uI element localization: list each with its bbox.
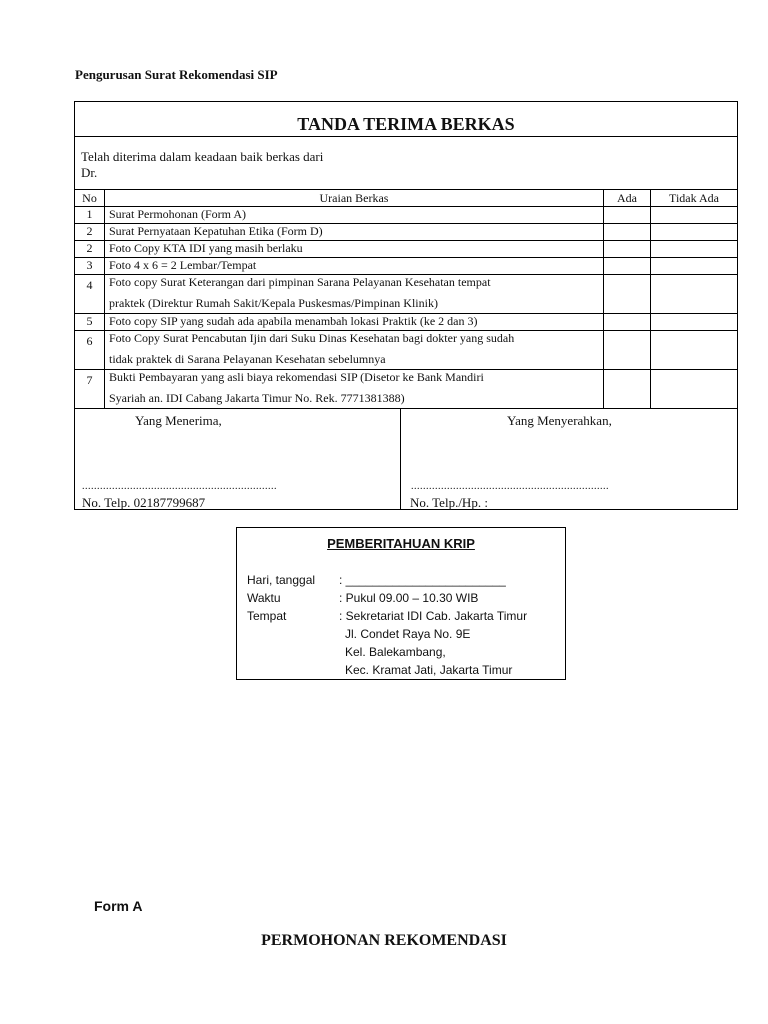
place-label: Tempat (247, 609, 287, 623)
col-description: Uraian Berkas (105, 190, 604, 207)
place-value: : Sekretariat IDI Cab. Jakarta Timur (339, 609, 528, 623)
row-text: Foto copy SIP yang sudah ada apabila menambah lokasi Praktik (ke 2 dan 3) (105, 314, 604, 331)
tidak-ada-cell[interactable] (651, 224, 738, 241)
tidak-ada-cell[interactable] (651, 370, 738, 409)
receipt-box (74, 101, 738, 510)
table-row (75, 275, 738, 314)
row-text: Foto Copy KTA IDI yang masih berlaku (105, 241, 604, 258)
row-text (105, 331, 604, 370)
table-row (75, 258, 738, 275)
row-text-line-1: Foto copy Surat Keterangan dari pimpinan Sarana Pelayanan Kesehatan tempat (109, 275, 491, 289)
row-text: Surat Permohonan (Form A) (105, 207, 604, 224)
row-number: 7 (75, 370, 105, 409)
col-no: No (75, 190, 105, 207)
sender-phone: No. Telp./Hp. : (410, 495, 488, 510)
address-kelurahan: Kel. Balekambang, (345, 645, 446, 659)
ada-cell[interactable] (604, 331, 651, 370)
ada-cell[interactable] (604, 224, 651, 241)
sender-label: Yang Menyerahkan, (507, 413, 612, 428)
row-text-line-1: Bukti Pembayaran yang asli biaya rekomendasi SIP (Disetor ke Bank Mandiri (109, 370, 484, 384)
sender-section (401, 409, 737, 510)
address-street: Jl. Condet Raya No. 9E (345, 627, 471, 641)
row-number: 6 (75, 331, 105, 370)
sender-signature-line: .................................................................. (411, 481, 609, 492)
document-table (74, 189, 738, 409)
receiver-label: Yang Menerima, (135, 413, 222, 428)
table-row (75, 224, 738, 241)
ada-cell[interactable] (604, 370, 651, 409)
table-row (75, 370, 738, 409)
table-header-row (75, 190, 738, 207)
row-text (105, 275, 604, 314)
table-row (75, 331, 738, 370)
ada-cell[interactable] (604, 258, 651, 275)
tidak-ada-cell[interactable] (651, 275, 738, 314)
ada-cell[interactable] (604, 241, 651, 258)
row-number: 5 (75, 314, 105, 331)
table-row (75, 314, 738, 331)
row-text-line-1: Foto Copy Surat Pencabutan Ijin dari Suku Dinas Kesehatan bagi dokter yang sudah (109, 331, 515, 345)
address-kecamatan: Kec. Kramat Jati, Jakarta Timur (345, 663, 513, 677)
intro-line-1: Telah diterima dalam keadaan baik berkas dari (81, 149, 324, 164)
row-number: 1 (75, 207, 105, 224)
row-text-line-2: tidak praktek di Sarana Pelayanan Kesehatan sebelumnya (109, 352, 386, 366)
time-label: Waktu (247, 591, 281, 605)
col-ada: Ada (604, 190, 651, 207)
form-a-label: Form A (94, 898, 143, 914)
table-row (75, 241, 738, 258)
ada-cell[interactable] (604, 314, 651, 331)
day-value: : ________________________ (339, 573, 506, 587)
receipt-intro (81, 149, 323, 181)
page-heading: Pengurusan Surat Rekomendasi SIP (75, 67, 278, 82)
notice-title: PEMBERITAHUAN KRIP (327, 536, 475, 551)
intro-line-2: Dr. (81, 165, 98, 180)
row-number: 2 (75, 241, 105, 258)
row-text-line-2: praktek (Direktur Rumah Sakit/Kepala Puskesmas/Pimpinan Klinik) (109, 296, 438, 310)
tidak-ada-cell[interactable] (651, 241, 738, 258)
table-row (75, 207, 738, 224)
row-text-line-2: Syariah an. IDI Cabang Jakarta Timur No. Rek. 7771381388) (109, 391, 405, 405)
row-number: 2 (75, 224, 105, 241)
krip-notice-box (236, 527, 566, 680)
receipt-title: TANDA TERIMA BERKAS (75, 102, 737, 137)
day-label: Hari, tanggal (247, 573, 316, 587)
receiver-phone: No. Telp. 02187799687 (82, 495, 206, 510)
form-title: PERMOHONAN REKOMENDASI (261, 932, 507, 949)
tidak-ada-cell[interactable] (651, 331, 738, 370)
row-text: Surat Pernyataan Kepatuhan Etika (Form D) (105, 224, 604, 241)
row-text: Foto 4 x 6 = 2 Lembar/Tempat (105, 258, 604, 275)
row-number: 4 (75, 275, 105, 314)
ada-cell[interactable] (604, 275, 651, 314)
col-tidak-ada: Tidak Ada (651, 190, 738, 207)
ada-cell[interactable] (604, 207, 651, 224)
row-text (105, 370, 604, 409)
receiver-signature-line: ................................................................. (82, 481, 277, 492)
receiver-section (75, 409, 401, 510)
tidak-ada-cell[interactable] (651, 207, 738, 224)
tidak-ada-cell[interactable] (651, 314, 738, 331)
tidak-ada-cell[interactable] (651, 258, 738, 275)
time-value: : Pukul 09.00 – 10.30 WIB (339, 591, 479, 605)
row-number: 3 (75, 258, 105, 275)
